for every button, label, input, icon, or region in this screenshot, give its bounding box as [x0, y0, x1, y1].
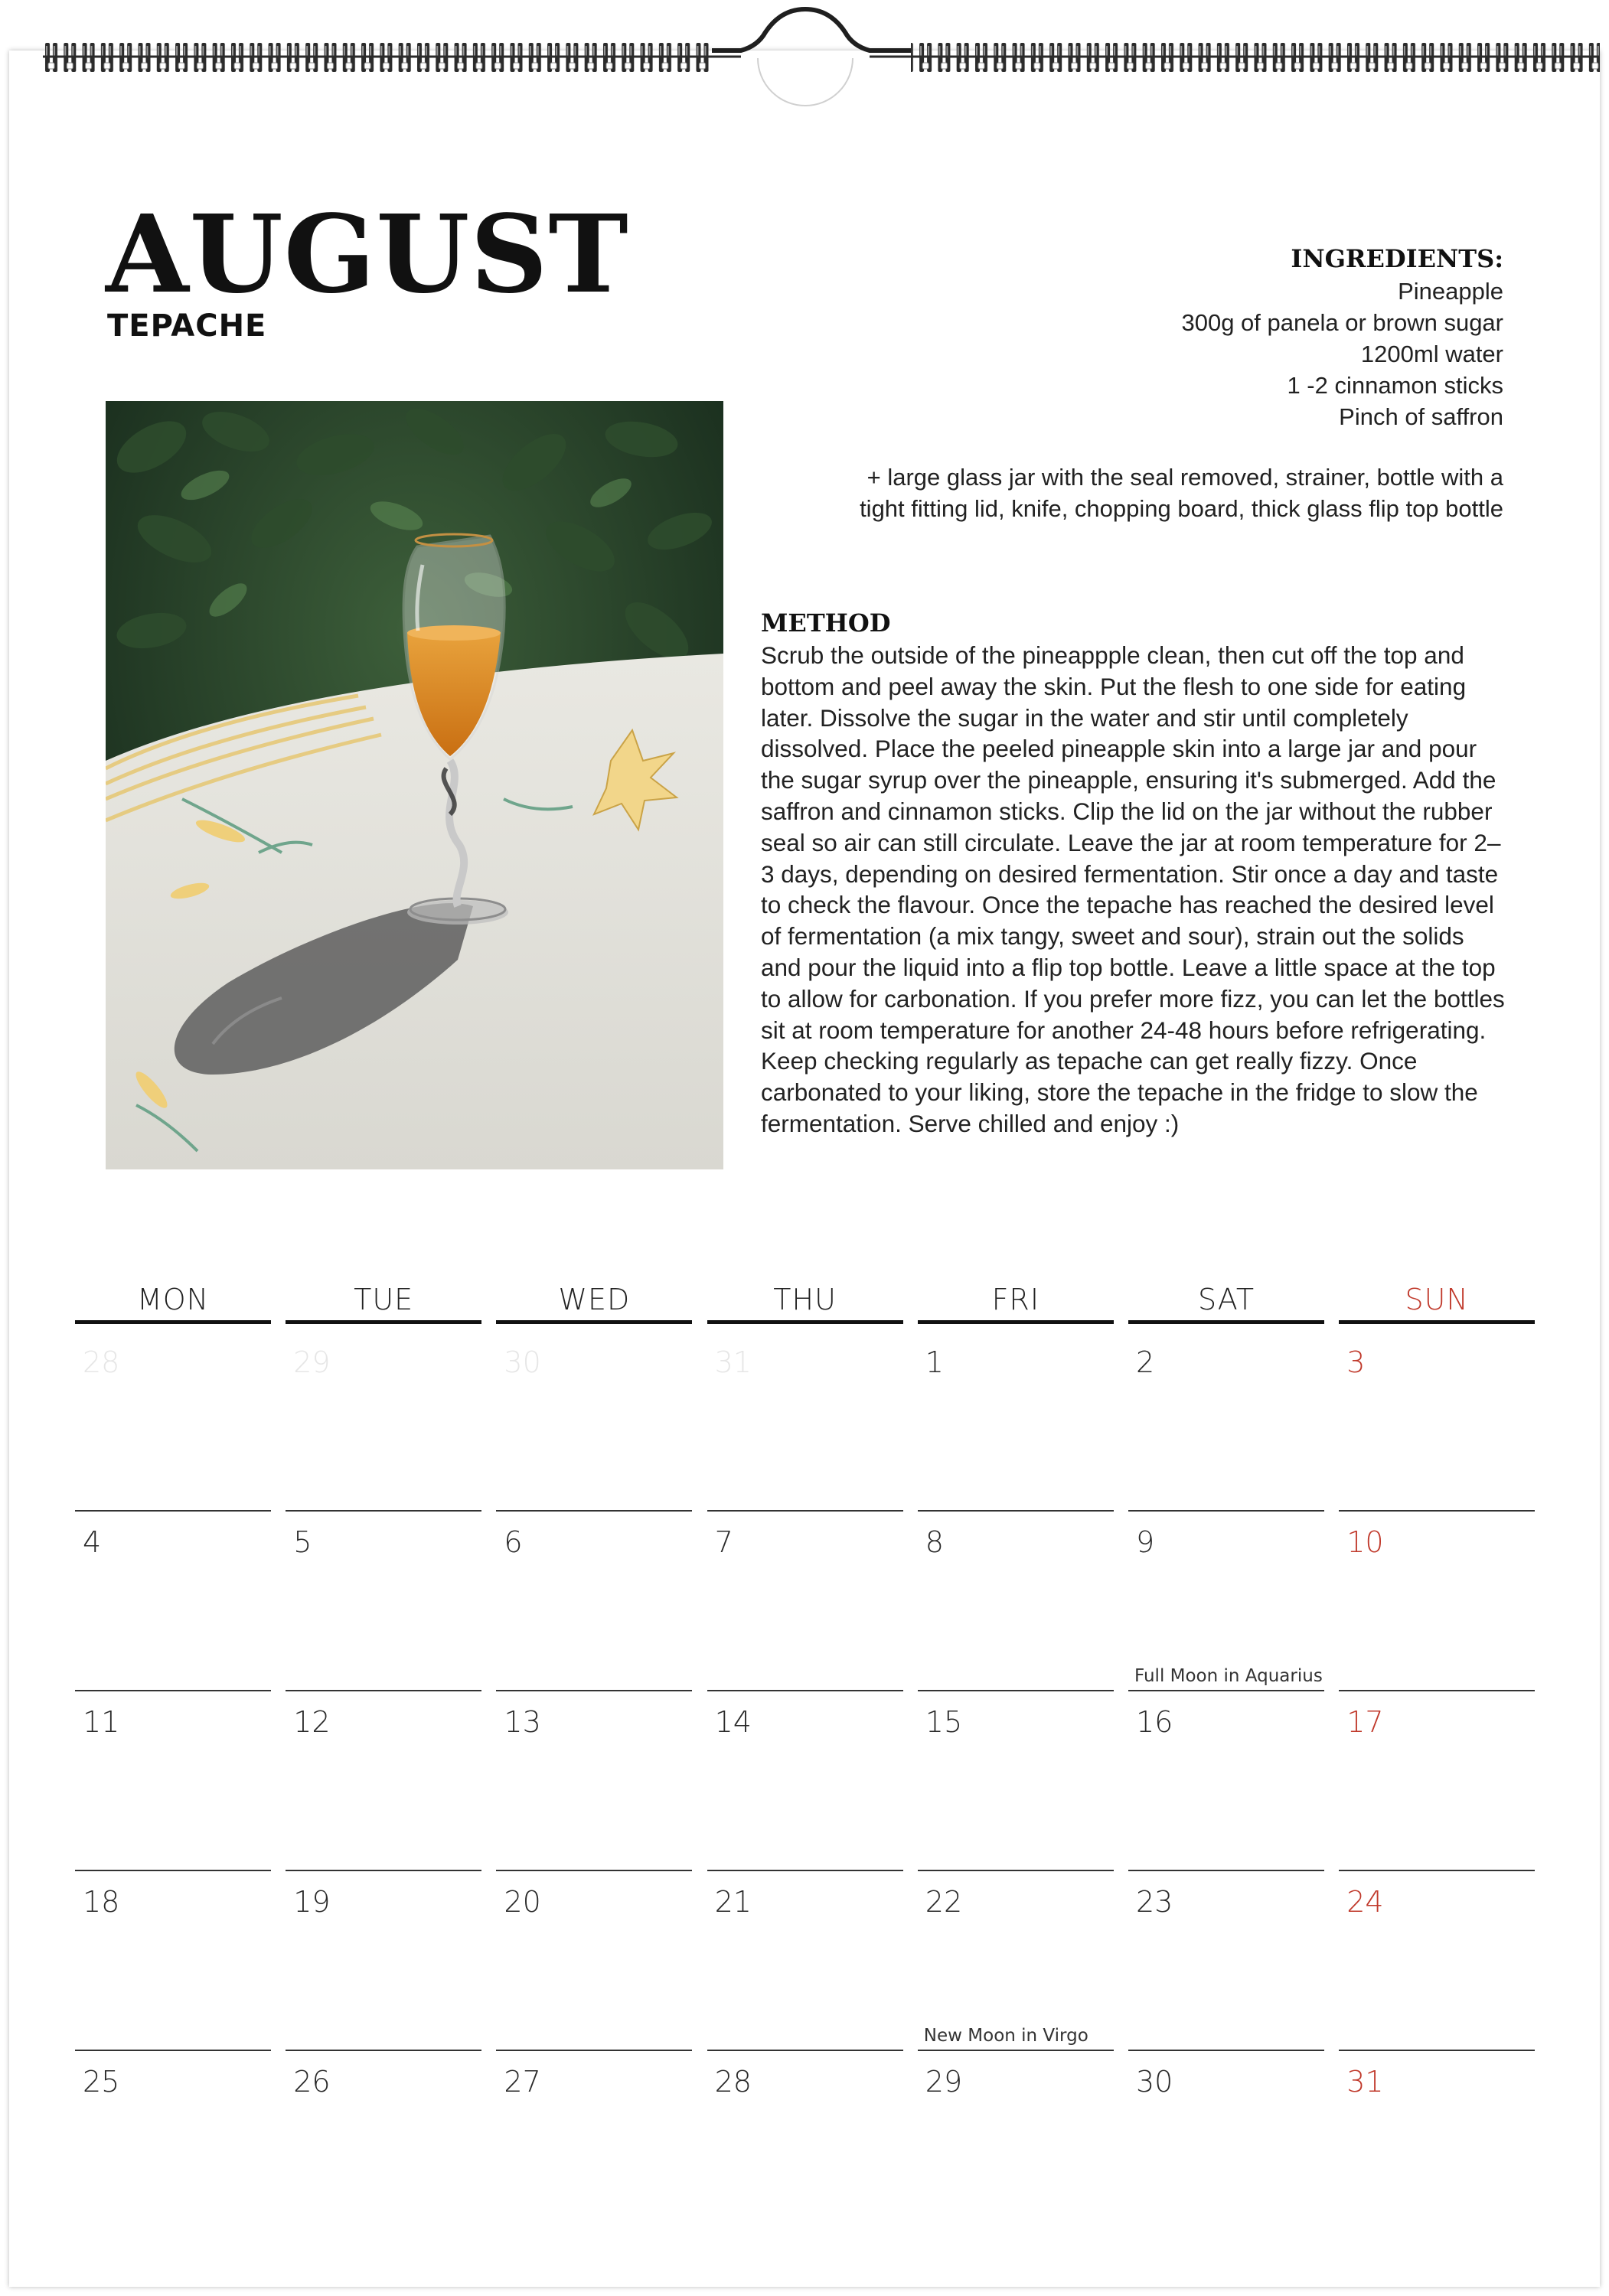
- day-number: 10: [1346, 1525, 1384, 1559]
- ingredients-heading: INGREDIENTS:: [1291, 244, 1503, 273]
- wire-binding: [0, 0, 1609, 122]
- calendar-day[interactable]: [707, 1512, 903, 1691]
- day-number: 14: [714, 1705, 752, 1739]
- calendar-day[interactable]: [1339, 1691, 1535, 1871]
- method-text: Scrub the outside of the pineappple clean, then cut off the top and bottom and peel away the skin. Put the flesh to one side for eating later. Dissolve the sugar in the water and stir until completely dissolved. Place the peeled pineapple skin into a large jar and pour the sugar syrup over the pineapple, ensuring it's submerged. Add the saffron and cinnamon sticks. Clip the lid on the jar without the rubber seal so air can still circulate. Leave the jar at room temperature for 2–3 days, depending on desired fermentation. Stir once a day and taste to check the flavour. Once the tepache has reached the desired level of fermentation (a mix tangy, sweet and sour), strain out the solids and pour the liquid into a flip top bottle. Leave a little space at the top to allow for carbonation. If you prefer more fizz, you can let the bottles sit at room temperature for another 24-48 hours before refrigerating. Keep checking regularly as tepache can get really fizzy. Once carbonated to your liking, store the tepache in the fridge to slow the fermentation. Serve chilled and enjoy :): [761, 641, 1505, 1137]
- calendar-day-other-month[interactable]: [707, 1332, 903, 1512]
- calendar-day[interactable]: [1128, 1512, 1324, 1691]
- equipment-line: + large glass jar with the seal removed, strainer, bottle with a: [867, 464, 1503, 491]
- calendar-day-other-month[interactable]: [75, 1332, 271, 1512]
- day-number: 25: [83, 2065, 120, 2099]
- weekday-header-sat: SAT: [1128, 1272, 1324, 1324]
- calendar-day[interactable]: [75, 2051, 271, 2231]
- method-heading: METHOD: [761, 608, 891, 638]
- day-number: 13: [504, 1705, 541, 1739]
- day-number: 7: [714, 1525, 733, 1559]
- calendar-day[interactable]: [1128, 2051, 1324, 2231]
- calendar-day[interactable]: [1339, 1332, 1535, 1512]
- day-number: 28: [714, 2065, 752, 2099]
- ingredients-list: [738, 276, 1503, 432]
- day-number: 22: [925, 1885, 963, 1919]
- moon-phase-note: Full Moon in Aquarius: [1134, 1666, 1323, 1686]
- calendar-day[interactable]: [496, 2051, 692, 2231]
- day-number: 23: [1136, 1885, 1173, 1919]
- calendar-day[interactable]: [286, 1512, 481, 1691]
- calendar-day[interactable]: [707, 2051, 903, 2231]
- day-number: 8: [925, 1525, 944, 1559]
- calendar-day[interactable]: [1128, 1871, 1324, 2051]
- moon-phase-note: New Moon in Virgo: [923, 2026, 1088, 2046]
- day-number: 31: [1346, 2065, 1384, 2099]
- day-number: 18: [83, 1885, 120, 1919]
- weekday-header-fri: FRI: [918, 1272, 1114, 1324]
- calendar-day[interactable]: [1339, 1512, 1535, 1691]
- tepache-photo: [106, 401, 723, 1169]
- calendar-day[interactable]: [286, 2051, 481, 2231]
- day-number: 15: [925, 1705, 963, 1739]
- day-number: 4: [83, 1525, 102, 1559]
- month-title: AUGUST: [106, 192, 629, 318]
- calendar-day-other-month[interactable]: [286, 1332, 481, 1512]
- calendar-day[interactable]: [1339, 1871, 1535, 2051]
- method-block: [761, 606, 1508, 1140]
- calendar-day[interactable]: [918, 1871, 1114, 2051]
- weekday-header-mon: MON: [75, 1272, 271, 1324]
- calendar-day[interactable]: [918, 1512, 1114, 1691]
- ingredient-item: Pinch of saffron: [1339, 403, 1503, 430]
- day-number: 28: [83, 1345, 120, 1379]
- ingredients-block: [738, 242, 1503, 432]
- weekday-header-sun: SUN: [1339, 1272, 1535, 1324]
- calendar-day[interactable]: [1128, 1332, 1324, 1512]
- calendar-day[interactable]: [918, 1332, 1114, 1512]
- equipment-line: tight fitting lid, knife, chopping board, thick glass flip top bottle: [860, 495, 1503, 522]
- day-number: 12: [293, 1705, 331, 1739]
- day-number: 11: [83, 1705, 120, 1739]
- calendar-day[interactable]: [496, 1691, 692, 1871]
- day-number: 26: [293, 2065, 331, 2099]
- day-number: 29: [925, 2065, 963, 2099]
- calendar-day[interactable]: [707, 1871, 903, 2051]
- equipment-note: [738, 461, 1503, 524]
- day-number: 31: [714, 1345, 752, 1379]
- day-number: 21: [714, 1885, 752, 1919]
- calendar-day[interactable]: [496, 1871, 692, 2051]
- calendar-day-other-month[interactable]: [496, 1332, 692, 1512]
- day-number: 30: [1136, 2065, 1173, 2099]
- calendar-day[interactable]: [707, 1691, 903, 1871]
- day-number: 9: [1136, 1525, 1155, 1559]
- ingredient-item: 1200ml water: [1360, 341, 1503, 367]
- calendar-day[interactable]: [75, 1691, 271, 1871]
- calendar-day[interactable]: [918, 1691, 1114, 1871]
- day-number: 30: [504, 1345, 541, 1379]
- calendar-day[interactable]: [286, 1691, 481, 1871]
- day-number: 16: [1136, 1705, 1173, 1739]
- weekday-header-thu: THU: [707, 1272, 903, 1324]
- calendar-day[interactable]: [496, 1512, 692, 1691]
- calendar-day[interactable]: [1339, 2051, 1535, 2231]
- calendar-day[interactable]: [75, 1871, 271, 2051]
- day-number: 1: [925, 1345, 944, 1379]
- day-number: 2: [1136, 1345, 1155, 1379]
- day-number: 19: [293, 1885, 331, 1919]
- calendar-day[interactable]: [918, 2051, 1114, 2231]
- calendar-day[interactable]: [286, 1871, 481, 2051]
- day-number: 29: [293, 1345, 331, 1379]
- calendar-day[interactable]: [75, 1512, 271, 1691]
- day-number: 20: [504, 1885, 541, 1919]
- day-number: 17: [1346, 1705, 1384, 1739]
- ingredient-item: 300g of panela or brown sugar: [1181, 309, 1503, 336]
- day-number: 27: [504, 2065, 541, 2099]
- recipe-title: TEPACHE: [107, 308, 267, 344]
- weekday-header-tue: TUE: [286, 1272, 481, 1324]
- day-number: 6: [504, 1525, 523, 1559]
- ingredient-item: Pineapple: [1398, 278, 1503, 305]
- weekday-header-wed: WED: [496, 1272, 692, 1324]
- day-number: 3: [1346, 1345, 1366, 1379]
- day-number: 5: [293, 1525, 312, 1559]
- ingredient-item: 1 -2 cinnamon sticks: [1287, 372, 1503, 399]
- day-number: 24: [1346, 1885, 1384, 1919]
- calendar-day[interactable]: [1128, 1691, 1324, 1871]
